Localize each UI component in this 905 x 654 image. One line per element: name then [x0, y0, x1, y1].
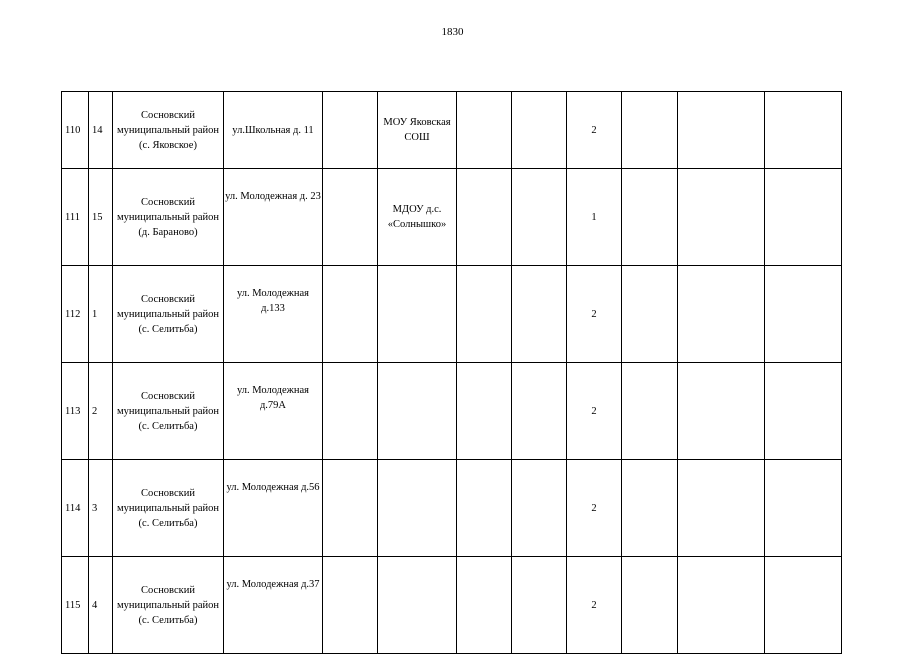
table-row	[62, 169, 842, 266]
empty-cell	[678, 557, 765, 654]
empty-cell	[512, 266, 567, 363]
address-cell: ул. Молодежная д.79А	[224, 363, 323, 460]
empty-cell	[457, 266, 512, 363]
empty-cell	[512, 460, 567, 557]
count-cell: 2	[567, 266, 622, 363]
empty-cell	[765, 92, 842, 169]
address-cell: ул. Молодежная д.133	[224, 266, 323, 363]
count-cell: 1	[567, 169, 622, 266]
registry-table	[61, 91, 842, 654]
empty-cell	[457, 169, 512, 266]
empty-cell	[622, 266, 678, 363]
empty-cell	[512, 363, 567, 460]
row-sub-number: 4	[89, 557, 113, 654]
row-number: 115	[62, 557, 89, 654]
table-row	[62, 266, 842, 363]
row-sub-number: 14	[89, 92, 113, 169]
empty-cell	[678, 169, 765, 266]
row-sub-number: 15	[89, 169, 113, 266]
organization-cell	[378, 266, 457, 363]
district-cell: Сосновский муниципальный район (с. Селитьба)	[113, 460, 224, 557]
empty-cell	[323, 92, 378, 169]
empty-cell	[323, 557, 378, 654]
empty-cell	[323, 169, 378, 266]
empty-cell	[765, 557, 842, 654]
organization-cell	[378, 557, 457, 654]
row-sub-number: 3	[89, 460, 113, 557]
empty-cell	[678, 92, 765, 169]
count-cell: 2	[567, 460, 622, 557]
empty-cell	[622, 557, 678, 654]
table-row	[62, 460, 842, 557]
address-cell: ул. Молодежная д. 23	[224, 169, 323, 266]
row-number: 113	[62, 363, 89, 460]
count-cell: 2	[567, 363, 622, 460]
address-cell: ул. Молодежная д.37	[224, 557, 323, 654]
empty-cell	[323, 266, 378, 363]
empty-cell	[457, 92, 512, 169]
empty-cell	[457, 363, 512, 460]
empty-cell	[457, 460, 512, 557]
count-cell: 2	[567, 92, 622, 169]
district-cell: Сосновский муниципальный район (с. Селитьба)	[113, 557, 224, 654]
organization-cell	[378, 363, 457, 460]
district-cell: Сосновский муниципальный район (с. Селитьба)	[113, 363, 224, 460]
district-cell: Сосновский муниципальный район (с. Яковское)	[113, 92, 224, 169]
table-row	[62, 557, 842, 654]
empty-cell	[512, 92, 567, 169]
empty-cell	[622, 460, 678, 557]
row-number: 114	[62, 460, 89, 557]
empty-cell	[512, 557, 567, 654]
empty-cell	[512, 169, 567, 266]
table-row	[62, 92, 842, 169]
empty-cell	[622, 363, 678, 460]
row-number: 111	[62, 169, 89, 266]
empty-cell	[678, 266, 765, 363]
empty-cell	[457, 557, 512, 654]
empty-cell	[765, 363, 842, 460]
row-sub-number: 2	[89, 363, 113, 460]
empty-cell	[678, 363, 765, 460]
table-row	[62, 363, 842, 460]
organization-cell	[378, 460, 457, 557]
row-number: 110	[62, 92, 89, 169]
page-number: 1830	[441, 26, 464, 38]
row-sub-number: 1	[89, 266, 113, 363]
organization-cell: МДОУ д.с. «Солнышко»	[378, 169, 457, 266]
row-number: 112	[62, 266, 89, 363]
count-cell: 2	[567, 557, 622, 654]
district-cell: Сосновский муниципальный район (с. Селитьба)	[113, 266, 224, 363]
empty-cell	[765, 266, 842, 363]
empty-cell	[622, 92, 678, 169]
empty-cell	[678, 460, 765, 557]
empty-cell	[765, 460, 842, 557]
empty-cell	[765, 169, 842, 266]
empty-cell	[323, 363, 378, 460]
address-cell: ул.Школьная д. 11	[224, 92, 323, 169]
address-cell: ул. Молодежная д.56	[224, 460, 323, 557]
organization-cell: МОУ Яковская СОШ	[378, 92, 457, 169]
empty-cell	[622, 169, 678, 266]
district-cell: Сосновский муниципальный район (д. Бараново)	[113, 169, 224, 266]
empty-cell	[323, 460, 378, 557]
